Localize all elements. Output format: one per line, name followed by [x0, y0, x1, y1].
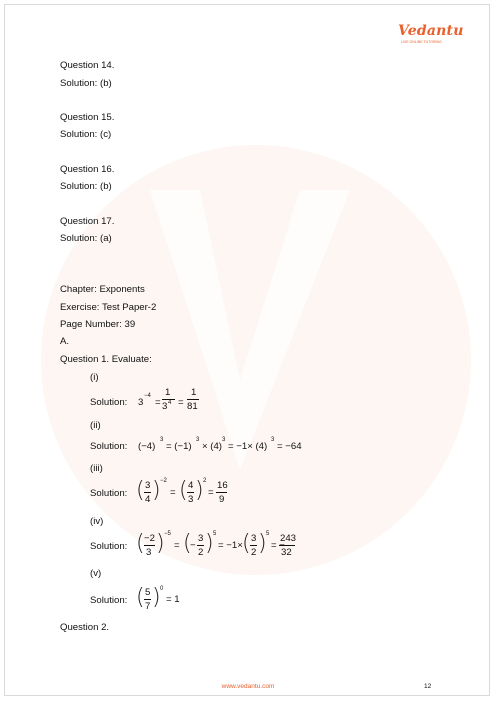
p1-den1-exp: 4: [168, 400, 172, 406]
page-number-label: Page Number: 39: [60, 319, 136, 330]
solution-16: Solution: (b): [60, 181, 112, 192]
part-ii-label: (ii): [90, 420, 101, 431]
p1-den2: 81: [187, 401, 198, 412]
part-i-math: 3 −4 = 1 3 4 = 1 81: [138, 387, 198, 412]
question-2-title: Question 2.: [60, 622, 110, 633]
part-iv-label: (iv): [90, 516, 104, 527]
exercise-title: Exercise: Test Paper-2: [60, 302, 157, 313]
part-ii-solution-label: Solution:: [90, 441, 128, 452]
part-i-solution-label: Solution:: [90, 397, 128, 408]
section-label: A.: [60, 336, 70, 347]
p1-den1: 3: [162, 401, 168, 412]
chapter-title: Chapter: Exponents: [60, 284, 145, 295]
question-14: Question 14.: [60, 60, 115, 71]
p1-exp: −4: [144, 393, 151, 399]
question-17: Question 17.: [60, 216, 115, 227]
solution-14: Solution: (b): [60, 78, 112, 89]
question-1-title: Question 1. Evaluate:: [60, 354, 152, 365]
p1-num1: 1: [165, 387, 171, 398]
solution-15: Solution: (c): [60, 129, 112, 140]
part-iii-solution-label: Solution:: [90, 488, 128, 499]
question-16: Question 16.: [60, 164, 115, 175]
part-v-solution-label: Solution:: [90, 595, 128, 606]
part-iii-math: ( 3 4 ) −2 = ( 4 3 ) 2 = 16 9: [136, 478, 228, 505]
part-v-math: ( 5 7 ) 0 = 1: [136, 585, 180, 612]
logo-text: Vedantu: [398, 23, 464, 39]
part-iii-label: (iii): [90, 463, 103, 474]
p1-num2: 1: [191, 387, 197, 398]
footer-url[interactable]: www.vedantu.com: [221, 683, 275, 690]
vedantu-logo: [398, 22, 464, 46]
p1-base: 3: [138, 397, 144, 408]
part-i-label: (i): [90, 372, 99, 383]
page-number: 12: [424, 683, 432, 690]
part-iv-math: ( −2 3 ) −5 = ( − 3 2 ) 5 = −1× ( 3 2 ) 5 = − 243 32: [136, 531, 297, 558]
part-v-label: (v): [90, 568, 102, 579]
p1-bar2: [187, 399, 199, 400]
part-ii-math: (−4) 3 = (−1) 3 × (4) 3 = −1× (4) 3 = −64: [138, 437, 302, 452]
part-iv-solution-label: Solution:: [90, 541, 128, 552]
question-15: Question 15.: [60, 112, 115, 123]
solution-17: Solution: (a): [60, 233, 112, 244]
logo-tagline: LIVE ONLINE TUTORING: [401, 40, 442, 44]
